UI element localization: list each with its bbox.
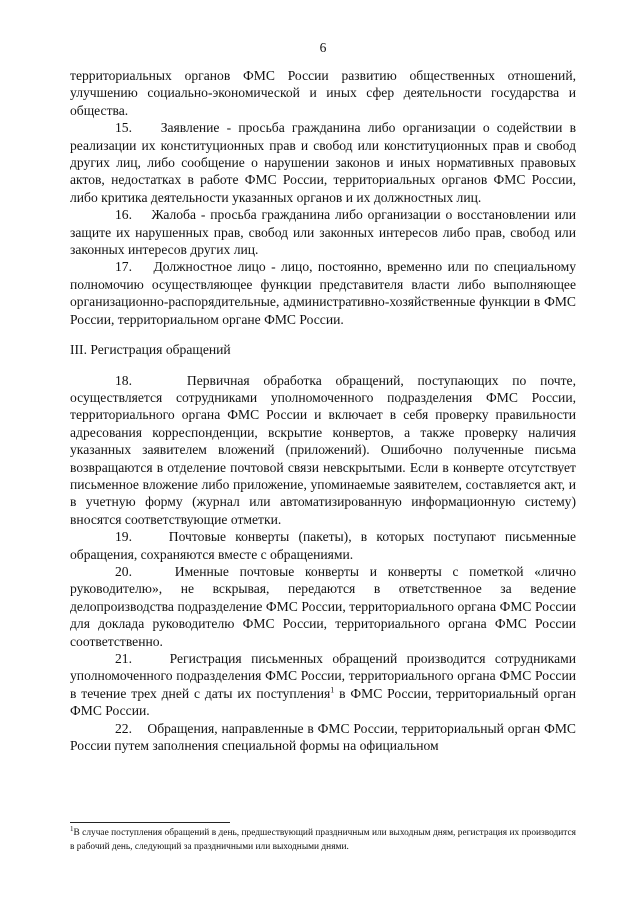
paragraph-19: 19. Почтовые конверты (пакеты), в которых поступают письменные обращения, сохраняются вместе с обращениями. — [70, 529, 576, 562]
footnote-reference: 1 — [330, 685, 335, 695]
paragraph-16: 16. Жалоба - просьба гражданина либо организации о восстановлении или защите их нарушенных прав, свобод или законных интересов либо прав, свобод или законных интересов других лиц. — [70, 207, 576, 258]
footnote-divider — [70, 822, 230, 823]
paragraph-21-text: 21. Регистрация письменных обращений производится сотрудниками уполномоченного подразделения ФМС России, территориального органа ФМС России в течение трех дней с даты их поступления — [70, 651, 576, 701]
paragraph-20: 20. Именные почтовые конверты и конверты с пометкой «лично руководителю», не вскрывая, передаются в ответственное за ведение делопроизводства подразделение ФМС России, территориального органа ФМС России для доклада руководителю ФМС России, территориального органа ФМС России соответственно. — [70, 563, 576, 649]
paragraph-15: 15. Заявление - просьба гражданина либо организации о содействии в реализации их конституционных прав и свобод или конституционных прав и свобод других лиц, либо сообщение о нарушении законов и иных нормативных правовых актов, недостатках в работе ФМС России, территориальных органов ФМС России, либо критика деятельности указанных органов и их должностных лиц. — [70, 120, 576, 205]
paragraph-21 — [70, 650, 576, 720]
paragraph-17: 17. Должностное лицо - лицо, постоянно, временно или по специальному полномочию осуществляющее функции представителя власти либо выполняющее организационно-распорядительные, административно-хозяйственные функции в ФМС России, территориальном органе ФМС России. — [70, 259, 576, 327]
paragraph-21-text-end: в ФМС России, территориальный орган ФМС России. — [70, 685, 576, 719]
section-heading: III. Регистрация обращений — [70, 342, 231, 358]
intro-paragraph: территориальных органов ФМС России развитию общественных отношений, улучшению социально-экономической и иных сфер деятельности государства и общества. — [70, 68, 576, 118]
footnote — [70, 824, 576, 854]
footnote-text: В случае поступления обращений в день, предшествующий праздничным или выходным дням, регистрация их производится в рабочий день, следующий за праздничными или выходными днями. — [70, 828, 576, 852]
document-body — [70, 67, 576, 754]
paragraph-22: 22. Обращения, направленные в ФМС России, территориальный орган ФМС России путем заполнения специальной формы на официальном — [70, 720, 576, 754]
footnote-mark: 1 — [70, 824, 74, 833]
paragraph-18: 18. Первичная обработка обращений, поступающих по почте, осуществляется сотрудниками уполномоченного подразделения ФМС России, территориального органа ФМС России и включает в себя проверку правильности адресования корреспонденции, вскрытие конвертов, а также проверку наличия указанных заявителем вложений (приложений). Ошибочно полученные письма возвращаются в отделение почтовой связи невскрытыми. Если в конверте отсутствует письменное вложение либо приложение, упоминаемые заявителем, составляется акт, и в учетную форму (журнал или автоматизированную информационную систему) вносятся соответствующие отметки. — [70, 372, 576, 527]
page-number: 6 — [319, 40, 327, 55]
